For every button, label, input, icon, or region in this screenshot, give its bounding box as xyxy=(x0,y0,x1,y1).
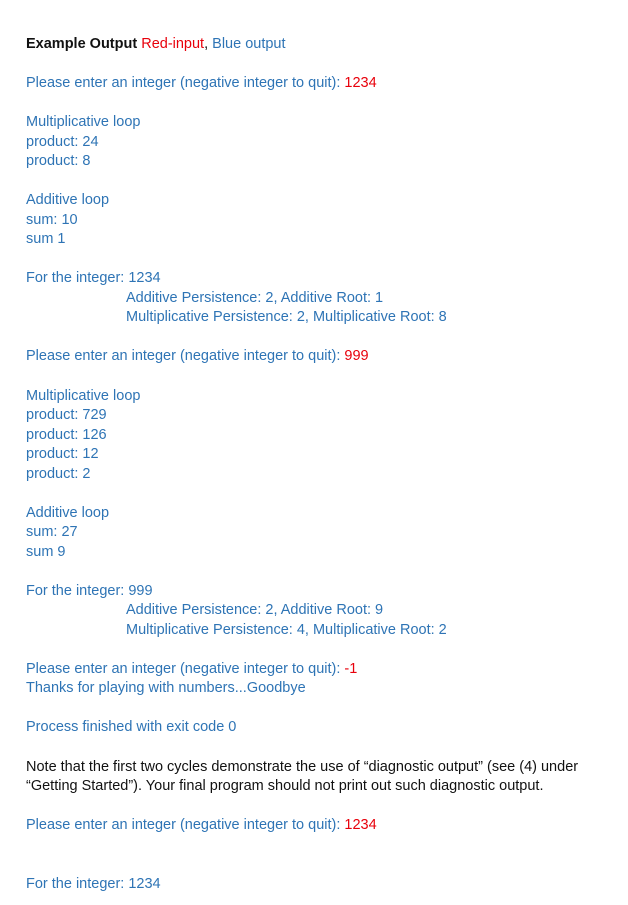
diagnostic-line: product: 126 xyxy=(26,427,107,443)
legend-separator: , xyxy=(204,36,209,52)
mult-loop-title: Multiplicative loop xyxy=(26,388,141,404)
legend-line xyxy=(26,35,286,54)
prompt-text: Please enter an integer (negative integer to quit): xyxy=(26,661,345,677)
result-heading: For the integer: 1234 xyxy=(26,876,161,892)
user-input: 999 xyxy=(344,348,369,364)
diagnostic-line: product: 24 xyxy=(26,134,99,150)
diagnostic-line: sum: 10 xyxy=(26,212,78,228)
mult-loop-title: Multiplicative loop xyxy=(26,114,141,130)
add-loop-title: Additive loop xyxy=(26,505,110,521)
prompt-text: Please enter an integer (negative integer to quit): xyxy=(26,75,345,91)
result-heading: For the integer: 1234 xyxy=(26,270,161,286)
exit-code-line: Process finished with exit code 0 xyxy=(26,719,237,735)
user-input: 1234 xyxy=(344,817,377,833)
diagnostic-line: product: 2 xyxy=(26,466,91,482)
goodbye-line: Thanks for playing with numbers...Goodbye xyxy=(26,680,306,696)
diagnostic-line: sum 9 xyxy=(26,544,66,560)
legend-blue-output: Blue output xyxy=(212,36,286,52)
result-heading: For the integer: 999 xyxy=(26,583,153,599)
prompt-line-1 xyxy=(26,74,377,93)
prompt-line-2 xyxy=(26,347,369,366)
diagnostic-line: sum 1 xyxy=(26,231,66,247)
prompt-line-3 xyxy=(26,660,357,679)
prompt-line-final xyxy=(26,816,377,835)
diagnostic-line: product: 8 xyxy=(26,153,91,169)
note-line-1: Note that the first two cycles demonstrate the use of “diagnostic output” (see (4) under xyxy=(26,759,579,775)
user-input: 1234 xyxy=(344,75,377,91)
prompt-text: Please enter an integer (negative integer to quit): xyxy=(26,817,345,833)
additive-result: Additive Persistence: 2, Additive Root: 1 xyxy=(126,290,384,306)
diagnostic-line: product: 12 xyxy=(26,446,99,462)
legend-red-input: Red-input xyxy=(141,36,205,52)
multiplicative-result: Multiplicative Persistence: 4, Multiplicative Root: 2 xyxy=(126,622,447,638)
additive-result: Additive Persistence: 2, Additive Root: 9 xyxy=(126,602,384,618)
multiplicative-result: Multiplicative Persistence: 2, Multiplicative Root: 8 xyxy=(126,309,447,325)
prompt-text: Please enter an integer (negative integer to quit): xyxy=(26,348,345,364)
note-line-2: “Getting Started”). Your final program should not print out such diagnostic output. xyxy=(26,778,544,794)
diagnostic-line: sum: 27 xyxy=(26,524,78,540)
diagnostic-line: product: 729 xyxy=(26,407,107,423)
add-loop-title: Additive loop xyxy=(26,192,110,208)
legend-title: Example Output xyxy=(26,36,138,52)
user-input: -1 xyxy=(344,661,358,677)
